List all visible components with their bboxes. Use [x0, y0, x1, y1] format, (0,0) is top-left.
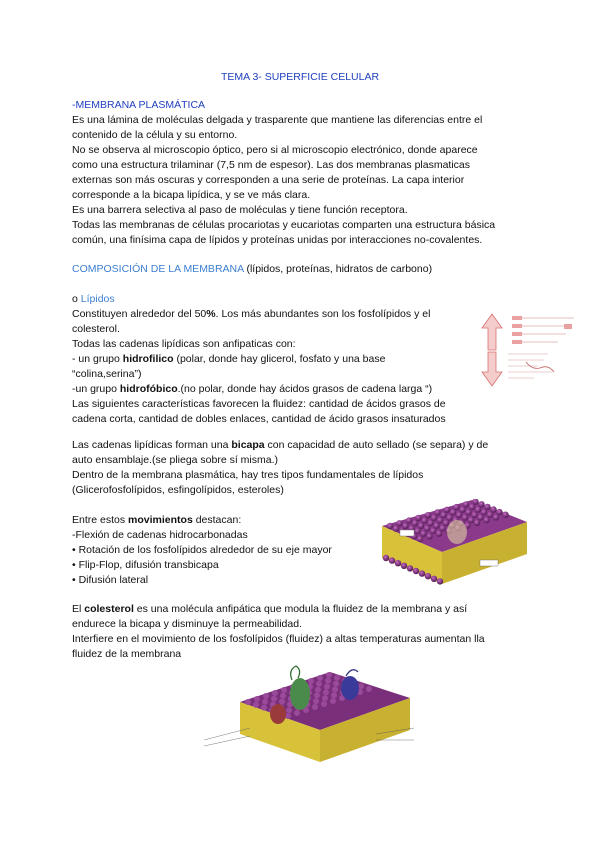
lipid-head [472, 499, 478, 505]
lipid-head [313, 698, 319, 704]
lipidos-section [72, 292, 492, 427]
membrana-line: Todas las membranas de células procariotas y eucariotas comparten una estructura básica [72, 219, 496, 231]
lipid-head [426, 533, 432, 539]
lipid-head [424, 525, 430, 531]
lipid-head [413, 568, 419, 574]
lipid-head [407, 565, 413, 571]
lipid-head [474, 520, 480, 526]
lipid-head [477, 514, 483, 520]
membrana-line: Es una lámina de moléculas delgada y trasparente que mantiene las diferencias entre el [72, 114, 483, 126]
lipid-head [254, 696, 260, 702]
lipid-head [471, 512, 477, 518]
colesterol-text: es una molécula anfipática que modula la fluidez de la membrana y así [133, 603, 468, 615]
lipid-head [325, 678, 331, 684]
lipid-head [444, 507, 450, 513]
lipid-head [332, 686, 338, 692]
lipid-head [421, 517, 427, 523]
lipidos-text: Constituyen alrededor del 50 [72, 308, 207, 320]
lipid-head [440, 512, 446, 518]
lipid-head [401, 563, 407, 569]
bicapa-text: (Glicerofosfolípidos, esfingolípidos, esteroles) [72, 484, 284, 496]
lipid-head [484, 504, 490, 510]
lipidos-heading: Lípidos [80, 293, 115, 305]
colesterol-section [72, 602, 542, 662]
movimientos-section [72, 513, 372, 588]
lipid-head [314, 692, 320, 698]
lipid-head [326, 672, 332, 678]
fluid-mosaic-membrane-diagram [200, 658, 420, 770]
bicapa-term: bicapa [231, 439, 265, 451]
lipidos-text: -un grupo [72, 383, 120, 395]
bicapa-text: auto ensamblaje.(se pliega sobre sí misma.) [72, 454, 279, 466]
lipid-head [315, 687, 321, 693]
lipid-head [434, 509, 440, 515]
lipid-head [418, 523, 424, 529]
lipid-head [294, 710, 300, 716]
lipid-head [387, 523, 393, 529]
lipid-head [431, 515, 437, 521]
lipid-head [463, 501, 469, 507]
lipid-head [395, 560, 401, 566]
lipidos-text: - un grupo [72, 353, 123, 365]
lipid-head [245, 699, 251, 705]
lipid-head [271, 696, 277, 702]
membrana-line: No se observa al microscopio óptico, pero si al microscopio electrónico, donde aparece [72, 144, 478, 156]
lipid-head [443, 520, 449, 526]
membrane-movement-diagram [372, 492, 532, 592]
movimiento-item: • Difusión lateral [72, 574, 149, 586]
lipid-head [430, 528, 436, 534]
bicapa-text: Dentro de la membrana plasmática, hay tres tipos fundamentales de lípidos [72, 469, 424, 481]
lipid-head [425, 512, 431, 518]
movimientos-text: destacan: [192, 514, 242, 526]
lipidos-text: . Los más abundantes son los fosfolípidos y el [215, 308, 431, 320]
lipidos-text: Todas las cadenas lipídicas son anfipaticas con: [72, 338, 296, 350]
bicapa-text: con capacidad de auto sellado (se separa) y de [264, 439, 489, 451]
lipidos-text: “colina,serina”) [72, 368, 142, 380]
lipid-head [465, 509, 471, 515]
lipid-head [414, 528, 420, 534]
document-title: TEMA 3- SUPERFICIE CELULAR [220, 71, 380, 83]
lipid-head [436, 530, 442, 536]
lipid-head [322, 695, 328, 701]
lipid-head [453, 504, 459, 510]
lipid-head [334, 675, 340, 681]
membrana-heading: -MEMBRANA PLASMÁTICA [72, 99, 206, 111]
lipid-head [490, 506, 496, 512]
lipid-head [263, 693, 269, 699]
lipid-head [417, 536, 423, 542]
bicapa-text: Las cadenas lipídicas forman una [72, 439, 232, 451]
lipid-head [316, 681, 322, 687]
lipidos-text: colesterol. [72, 323, 120, 335]
colesterol-term: colesterol [84, 603, 134, 615]
lipid-head [393, 525, 399, 531]
bicapa-section [72, 438, 542, 498]
membrana-line: Es una barrera selectiva al paso de moléculas y tiene función receptora. [72, 204, 408, 216]
lipid-head [415, 515, 421, 521]
lipid-head [446, 515, 452, 521]
lipid-head [253, 702, 259, 708]
lipid-head [502, 512, 508, 518]
membrana-line: como una estructura trilaminar (7,5 nm de espesor). Las dos membranas plasmaticas [72, 159, 471, 171]
lipid-head [496, 509, 502, 515]
lipidos-text: Las siguientes características favorecen la fluidez: cantidad de ácidos grasos de [72, 398, 446, 410]
lipid-head [272, 690, 278, 696]
lipid-head [469, 504, 475, 510]
lipid-head [280, 693, 286, 699]
lipid-head [312, 704, 318, 710]
lipid-head [433, 523, 439, 529]
colesterol-text: endurece la bicapa y disminuye la permeabilidad. [72, 618, 302, 630]
movimiento-item: • Flip-Flop, difusión transbicapa [72, 559, 219, 571]
colesterol-text: El [72, 603, 85, 615]
lipid-head [396, 520, 402, 526]
lipid-head [462, 514, 468, 520]
lipid-head [330, 698, 336, 704]
lipid-head [281, 687, 287, 693]
lipid-head [286, 707, 292, 713]
movimiento-item: -Flexión de cadenas hidrocarbonadas [72, 529, 248, 541]
composicion-section [72, 262, 542, 277]
composicion-suffix: (lípidos, proteínas, hidratos de carbono) [243, 263, 433, 275]
membrana-section [72, 98, 542, 248]
movimientos-term: movimientos [128, 514, 193, 526]
lipid-head [419, 570, 425, 576]
lipidos-percent: % [206, 308, 216, 320]
lipid-head [321, 701, 327, 707]
lipid-head [323, 689, 329, 695]
colesterol-text: Interfiere en el movimiento de los fosfolípidos (fluidez) a altas temperaturas aumentan lla [72, 633, 485, 645]
colesterol-text: fluidez de la membrana [72, 648, 182, 660]
lipid-head [439, 525, 445, 531]
lipid-head [437, 578, 443, 584]
lipid-head [456, 512, 462, 518]
lipid-head [493, 514, 499, 520]
lipid-head [366, 686, 372, 692]
lipidos-text: (polar, donde hay glicerol, fosfato y una base [173, 353, 386, 365]
lipid-head [431, 576, 437, 582]
membrana-line: corresponde a la bicapa lipídica, y se ve más clara. [72, 189, 311, 201]
lipid-head [402, 523, 408, 529]
membrana-line: común, una finísima capa de lípidos y proteínas unidas por interacciones no-covalentes. [72, 234, 483, 246]
lipid-head [333, 681, 339, 687]
lipid-head [324, 684, 330, 690]
phospholipid-diagram [478, 310, 578, 390]
lipid-head [475, 506, 481, 512]
movimiento-item: • Rotación de los fosfolípidos alrededor de su eje mayor [72, 544, 332, 556]
lipid-head [481, 509, 487, 515]
lipid-head [450, 509, 456, 515]
lipid-head [483, 517, 489, 523]
lipid-head [425, 573, 431, 579]
lipid-head [468, 517, 474, 523]
lipid-head [412, 520, 418, 526]
lipid-head [317, 675, 323, 681]
lipid-head [420, 531, 426, 537]
membrana-line: contenido de la célula y su entorno. [72, 129, 238, 141]
lipid-head [261, 705, 267, 711]
lipidos-text: cadena corta, cantidad de dobles enlaces, cantidad de ácido grasos insaturados [72, 413, 446, 425]
lipidos-text: .(no polar, donde hay ácidos grasos de cadena larga “) [177, 383, 433, 395]
hidrofilico-term: hidrofilico [122, 353, 174, 365]
lipid-head [406, 517, 412, 523]
lipid-head [487, 512, 493, 518]
lipid-head [262, 699, 268, 705]
lipid-head [478, 501, 484, 507]
lipid-head [389, 557, 395, 563]
membrana-line: externas son más oscuras y corresponden a una serie de proteínas. La capa interior [72, 174, 465, 186]
lipid-head [459, 507, 465, 513]
movimientos-text: Entre estos [72, 514, 129, 526]
lipid-head [427, 520, 433, 526]
lipid-head [279, 699, 285, 705]
lipid-head [437, 517, 443, 523]
lipidos-bullet: o [72, 293, 78, 305]
composicion-heading: COMPOSICIÓN DE LA MEMBRANA [72, 263, 244, 275]
lipid-head [331, 692, 337, 698]
hidrofobico-term: hidrofóbico [119, 383, 178, 395]
lipid-head [383, 555, 389, 561]
lipid-head [308, 678, 314, 684]
